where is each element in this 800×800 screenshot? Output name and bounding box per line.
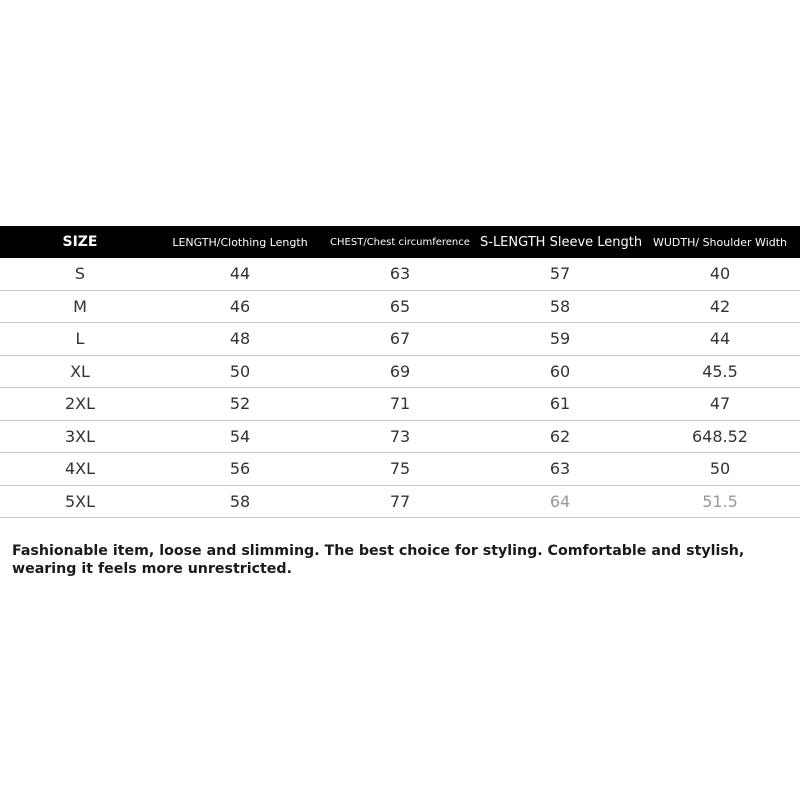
cell-size: 5XL bbox=[0, 485, 160, 518]
table-row bbox=[0, 453, 800, 486]
cell-length: 54 bbox=[160, 420, 320, 453]
cell-sleeve: 57 bbox=[480, 258, 640, 290]
product-description: Fashionable item, loose and slimming. The best choice for styling. Comfortable and stylish, wearing it feels more unrestricted. bbox=[12, 543, 745, 577]
table-row bbox=[0, 355, 800, 388]
table-row bbox=[0, 258, 800, 290]
cell-size: 2XL bbox=[0, 388, 160, 421]
header-length: LENGTH/Clothing Length bbox=[172, 235, 308, 249]
cell-width: 50 bbox=[640, 453, 800, 486]
table-row bbox=[0, 420, 800, 453]
cell-length: 50 bbox=[160, 355, 320, 388]
table-row bbox=[0, 290, 800, 323]
cell-sleeve: 60 bbox=[480, 355, 640, 388]
cell-chest: 71 bbox=[320, 388, 480, 421]
table-row bbox=[0, 323, 800, 356]
cell-chest: 75 bbox=[320, 453, 480, 486]
cell-sleeve: 61 bbox=[480, 388, 640, 421]
cell-chest: 65 bbox=[320, 290, 480, 323]
cell-chest: 67 bbox=[320, 323, 480, 356]
cell-chest: 77 bbox=[320, 485, 480, 518]
cell-chest: 69 bbox=[320, 355, 480, 388]
header-sleeve: S-LENGTH Sleeve Length bbox=[480, 234, 643, 250]
cell-length: 56 bbox=[160, 453, 320, 486]
cell-width: 51.5 bbox=[640, 485, 800, 518]
cell-size: L bbox=[0, 323, 160, 356]
header-chest: CHEST/Chest circumference bbox=[330, 236, 470, 248]
header-width: WUDTH/ Shoulder Width bbox=[652, 235, 788, 249]
cell-sleeve: 62 bbox=[480, 420, 640, 453]
cell-sleeve: 59 bbox=[480, 323, 640, 356]
cell-size: M bbox=[0, 290, 160, 323]
cell-sleeve: 58 bbox=[480, 290, 640, 323]
cell-chest: 73 bbox=[320, 420, 480, 453]
table-header-row bbox=[0, 226, 800, 258]
cell-width: 47 bbox=[640, 388, 800, 421]
cell-length: 44 bbox=[160, 258, 320, 290]
cell-length: 48 bbox=[160, 323, 320, 356]
cell-size: XL bbox=[0, 355, 160, 388]
cell-width: 45.5 bbox=[640, 355, 800, 388]
table-row bbox=[0, 485, 800, 518]
header-size: SIZE bbox=[62, 234, 98, 250]
cell-sleeve: 64 bbox=[480, 485, 640, 518]
cell-length: 58 bbox=[160, 485, 320, 518]
cell-width: 40 bbox=[640, 258, 800, 290]
table-row bbox=[0, 388, 800, 421]
size-chart-table bbox=[0, 226, 800, 518]
cell-chest: 63 bbox=[320, 258, 480, 290]
cell-size: S bbox=[0, 258, 160, 290]
cell-length: 52 bbox=[160, 388, 320, 421]
cell-size: 4XL bbox=[0, 453, 160, 486]
cell-size: 3XL bbox=[0, 420, 160, 453]
cell-width: 42 bbox=[640, 290, 800, 323]
cell-width: 648.52 bbox=[640, 420, 800, 453]
cell-sleeve: 63 bbox=[480, 453, 640, 486]
cell-length: 46 bbox=[160, 290, 320, 323]
cell-width: 44 bbox=[640, 323, 800, 356]
